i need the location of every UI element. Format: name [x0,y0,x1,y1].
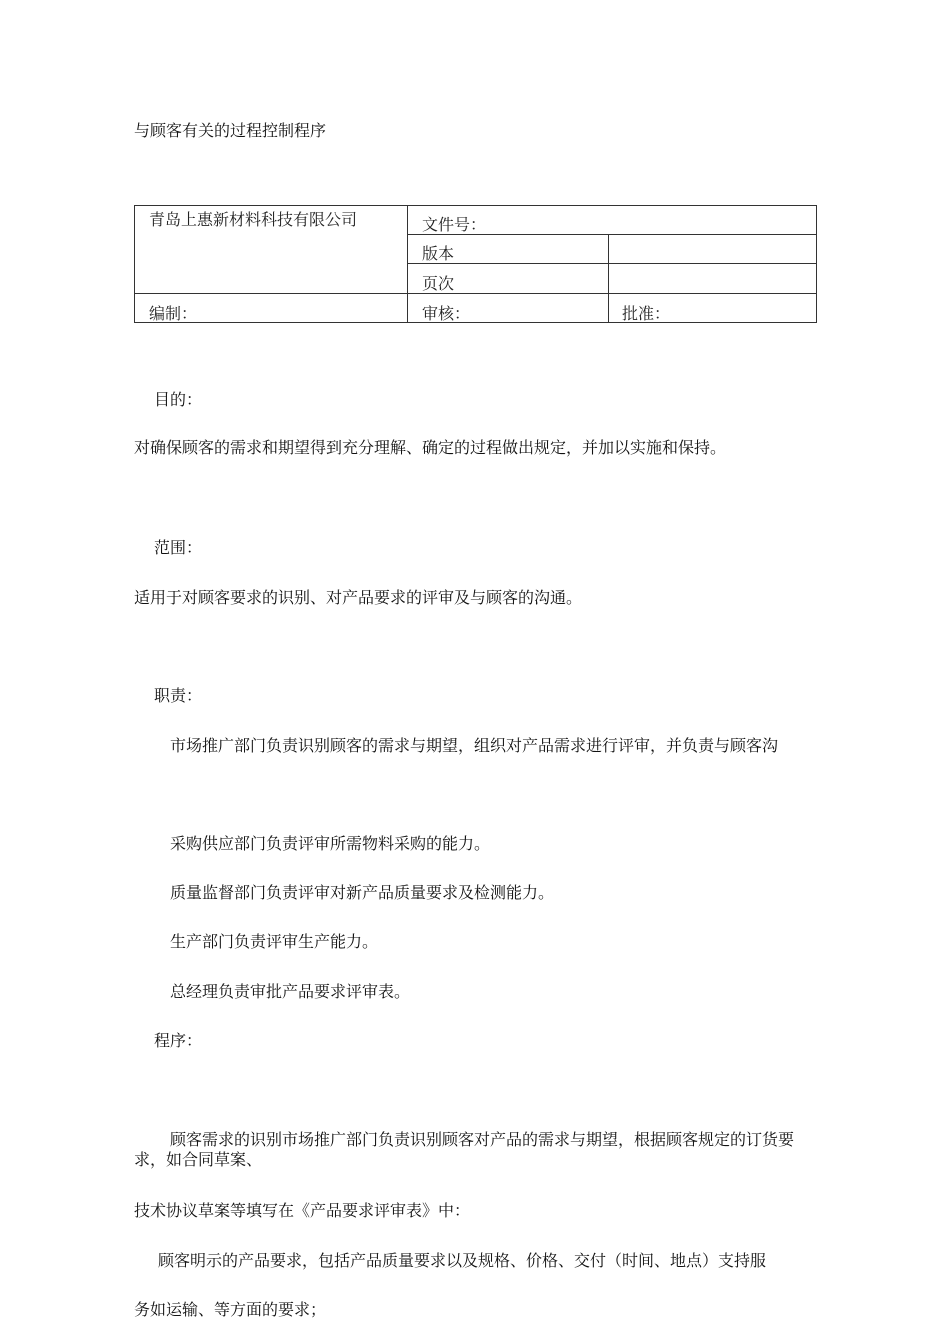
compiled-by-label: 编制： [149,304,198,323]
approved-by-label: 批准： [622,304,671,323]
procedure-paragraph: 顾客需求的识别市场推广部门负责识别顾客对产品的需求与期望，根据顾客规定的订货要求，如合同草案、 [134,1130,795,1169]
document-title: 与顾客有关的过程控制程序 [134,121,327,140]
table-border-right [816,205,817,323]
procedure-paragraph: 务如运输、等方面的要求； [134,1300,327,1319]
responsibility-item: 生产部门负责评审生产能力。 [170,932,379,951]
table-divider-horizontal [134,293,817,294]
purpose-text: 对确保顾客的需求和期望得到充分理解、确定的过程做出规定，并加以实施和保持。 [134,438,727,457]
page-number-label: 页次 [422,274,455,293]
responsibility-item: 采购供应部门负责评审所需物料采购的能力。 [170,834,491,853]
table-divider-horizontal [407,263,817,264]
table-divider-vertical [407,205,408,323]
procedure-paragraph: 顾客明示的产品要求，包括产品质量要求以及规格、价格、交付（时间、地点）支持服 [158,1251,767,1270]
table-divider-vertical [608,234,609,323]
responsibility-item: 质量监督部门负责评审对新产品质量要求及检测能力。 [170,883,555,902]
purpose-heading: 目的： [154,390,203,409]
responsibility-item: 总经理负责审批产品要求评审表。 [170,982,411,1001]
procedure-heading: 程序： [154,1031,203,1050]
procedure-paragraph: 技术协议草案等填写在《产品要求评审表》中： [134,1201,471,1220]
company-name: 青岛上惠新材料科技有限公司 [149,210,358,229]
reviewed-by-label: 审核： [422,304,471,323]
responsibility-item: 市场推广部门负责识别顾客的需求与期望，组织对产品需求进行评审，并负责与顾客沟 [170,736,779,755]
table-border-left [134,205,135,323]
scope-text: 适用于对顾客要求的识别、对产品要求的评审及与顾客的沟通。 [134,588,583,607]
file-number-label: 文件号： [422,215,487,234]
document-info-table [134,205,817,323]
table-divider-horizontal [407,234,817,235]
responsibility-heading: 职责： [154,686,203,705]
table-border-top [134,205,817,206]
version-label: 版本 [422,244,455,263]
scope-heading: 范围： [154,538,203,557]
table-border-bottom [134,322,817,323]
